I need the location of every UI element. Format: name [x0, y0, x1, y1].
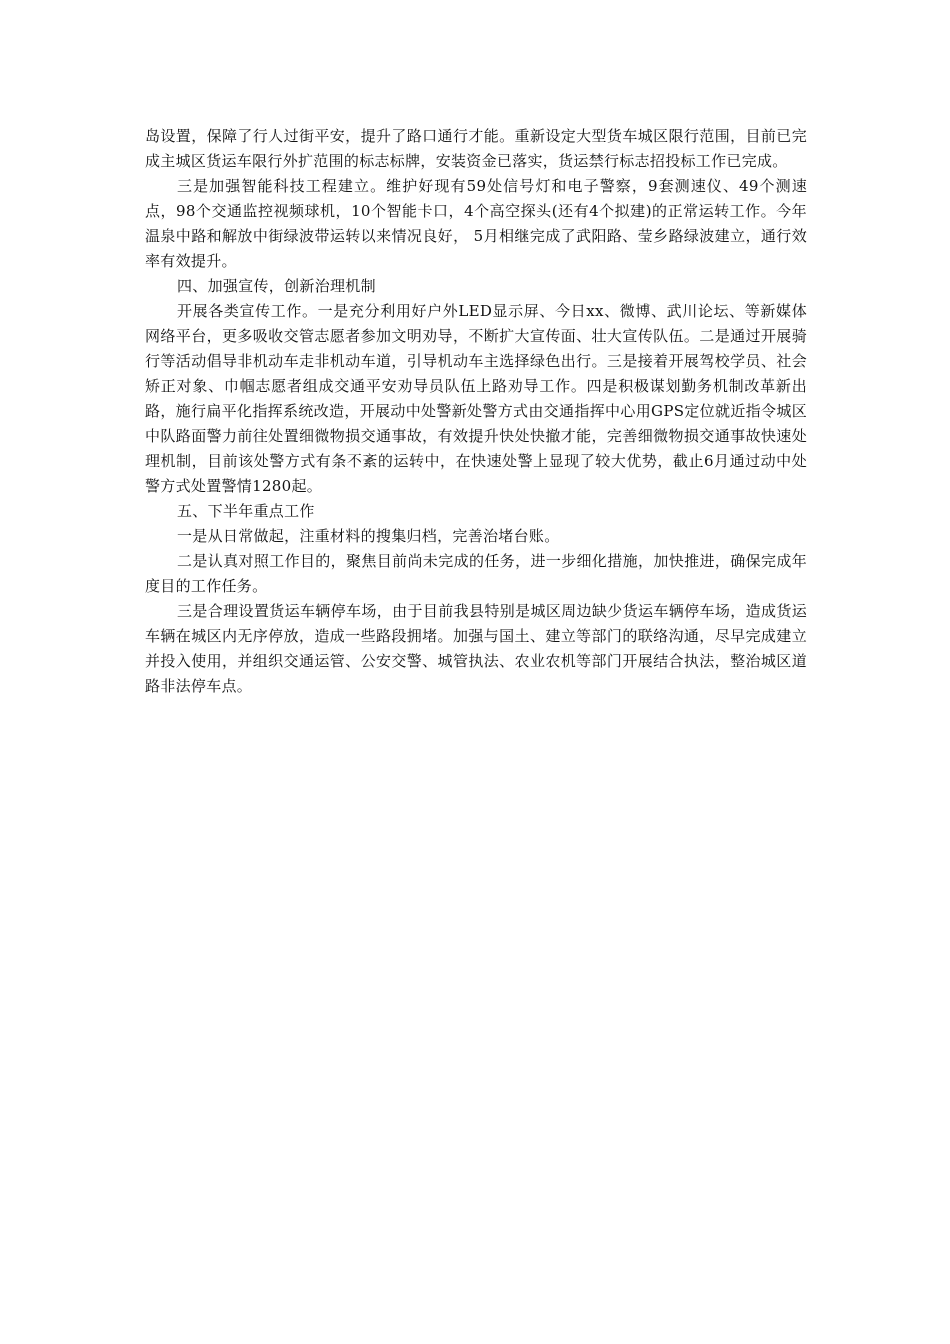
paragraph-task-2: 二是认真对照工作目的，聚焦目前尚未完成的任务，进一步细化措施，加快推进，确保完成年度目的工作任务。 [145, 552, 807, 595]
section-heading-5: 五、下半年重点工作 [177, 502, 315, 520]
section-heading-4: 四、加强宣传，创新治理机制 [177, 277, 376, 295]
document-body [145, 124, 807, 699]
paragraph-continuation: 岛设置，保障了行人过街平安，提升了路口通行才能。重新设定大型货车城区限行范围，目前已完成主城区货运车限行外扩范围的标志标牌，安装资金已落实，货运禁行标志招投标工作已完成。 [145, 127, 807, 170]
paragraph-publicity: 开展各类宣传工作。一是充分利用好户外LED显示屏、今日xx、微博、武川论坛、等新媒体网络平台，更多吸收交管志愿者参加文明劝导，不断扩大宣传面、壮大宣传队伍。二是通过开展骑行等活动倡导非机动车走非机动车道，引导机动车主选择绿色出行。三是接着开展驾校学员、社会矫正对象、巾帼志愿者组成交通平安劝导员队伍上路劝导工作。四是积极谋划勤务机制改革新出路，施行扁平化指挥系统改造，开展动中处警新处警方式由交通指挥中心用GPS定位就近指令城区中队路面警力前往处置细微物损交通事故，有效提升快处快撤才能，完善细微物损交通事故快速处理机制，目前该处警方式有条不紊的运转中，在快速处警上显现了较大优势，截止6月通过动中处警方式处置警情1280起。 [145, 302, 807, 495]
paragraph-task-1: 一是从日常做起，注重材料的搜集归档，完善治堵台账。 [177, 527, 560, 545]
paragraph-smart-tech: 三是加强智能科技工程建立。维护好现有59处信号灯和电子警察，9套测速仪、49个测速点，98个交通监控视频球机，10个智能卡口，4个高空探头(还有4个拟建)的正常运转工作。今年温泉中路和解放中街绿波带运转以来情况良好， 5月相继完成了武阳路、莹乡路绿波建立，通行效率有效提升。 [145, 177, 807, 270]
paragraph-task-3: 三是合理设置货运车辆停车场，由于目前我县特别是城区周边缺少货运车辆停车场，造成货运车辆在城区内无序停放，造成一些路段拥堵。加强与国土、建立等部门的联络沟通，尽早完成建立并投入使用，并组织交通运管、公安交警、城管执法、农业农机等部门开展结合执法，整治城区道路非法停车点。 [145, 602, 807, 695]
